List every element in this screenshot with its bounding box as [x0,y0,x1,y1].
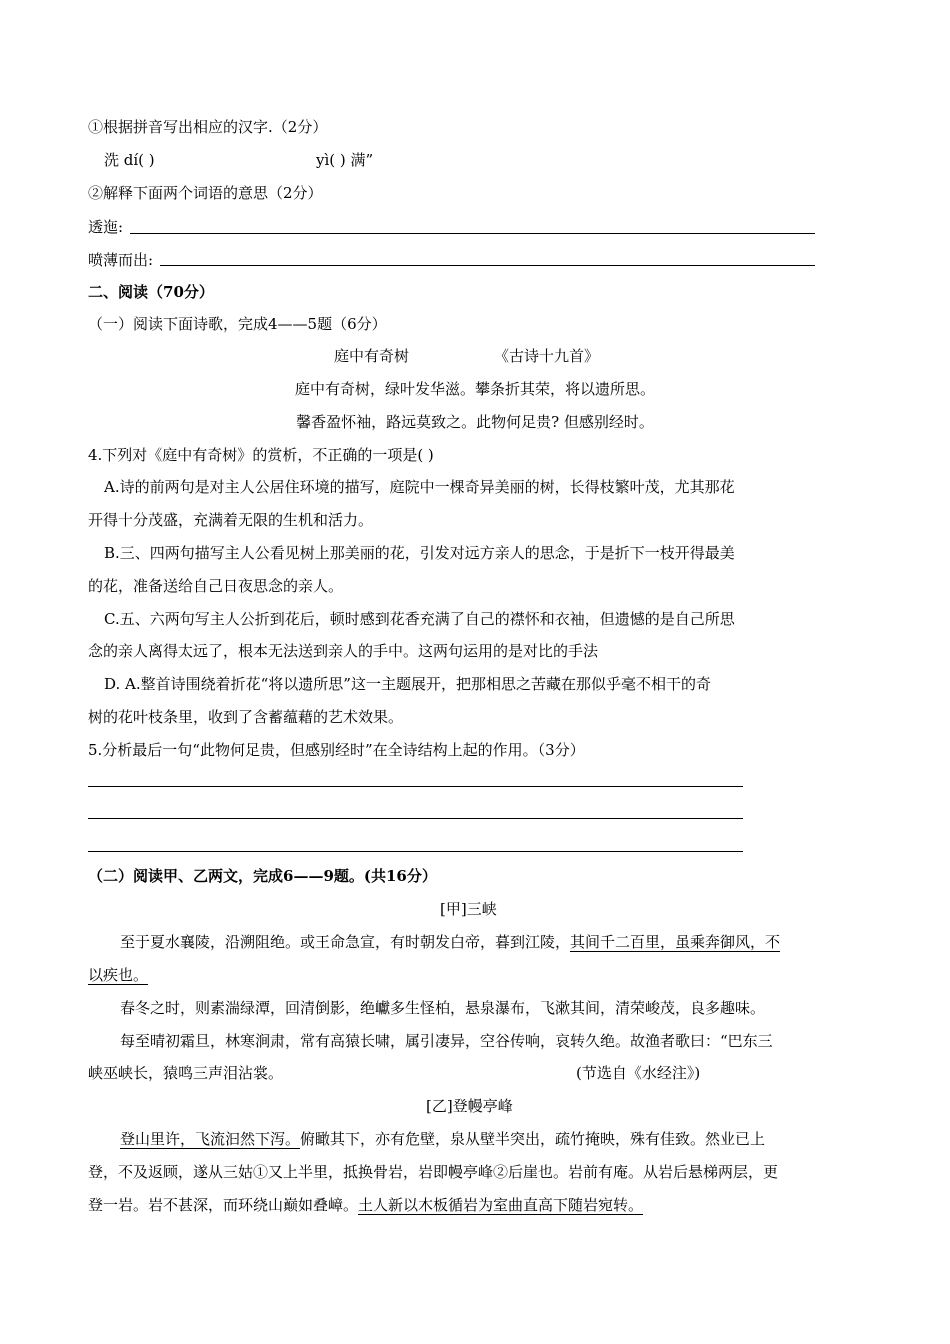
answer-line [160,265,815,266]
answer-line [130,233,815,234]
answer-line [88,851,743,852]
passage-paragraph [120,932,780,952]
underlined-text: 土人新以木板循岩为室曲直高下随岩宛转。 [358,1196,644,1214]
passage-paragraph: 春冬之时，则素湍绿潭，回清倒影，绝巘多生怪柏，悬泉瀑布，飞漱其间，清荣峻茂，良多趣味。 [120,999,766,1017]
passage-title: [甲]三峡 [440,900,497,918]
q4-option-c-cont: 念的亲人离得太远了，根本无法送到亲人的手中。这两句运用的是对比的手法 [88,642,599,660]
passage-paragraph-cont: 峡巫峡长，猿鸣三声泪沾裳。 [88,1064,284,1082]
q1-pinyin-1: 洗 dí( ) [104,151,155,169]
underlined-text: 其间千二百里，虽乘奔御风，不 [570,933,781,951]
q1-pinyin-2: yì( ) 满” [316,151,374,169]
passage-paragraph: 每至晴初霜旦，林寒涧肃，常有高猿长啸，属引凄异，空谷传响，哀转久绝。故渔者歌曰：“巴东三 [120,1032,773,1050]
poem-line: 馨香盈怀袖，路远莫致之。此物何足贵? 但感别经时。 [296,413,654,431]
poem-title: 庭中有奇树 [334,347,410,365]
q4-option-b-cont: 的花，准备送给自己日夜思念的亲人。 [88,577,344,595]
section-heading: 二、阅读（70分） [88,283,214,301]
underlined-text: 登山里许，飞流汩然下泻。 [120,1130,301,1148]
answer-line [88,786,743,787]
q2-term-2: 喷薄而出: [88,251,154,269]
answer-line [88,818,743,819]
q4-option-b: B.三、四两句描写主人公看见树上那美丽的花，引发对远方亲人的思念，于是折下一枝开得最美 [104,544,735,562]
q4-option-c: C.五、六两句写主人公折到花后，顿时感到花香充满了自己的襟怀和衣袖，但遗憾的是自己所思 [104,610,735,628]
passage-paragraph-cont [88,1195,643,1215]
part-intro: （一）阅读下面诗歌，完成4——5题（6分） [88,315,387,333]
q1-instruction: ①根据拼音写出相应的汉字.（2分） [88,118,328,136]
poem-source: 《古诗十九首》 [494,347,600,365]
passage-text: 至于夏水襄陵，沿溯阻绝。或王命急宣，有时朝发白帝，暮到江陵， [120,933,571,951]
q2-term-1: 透迤: [88,218,124,236]
passage-source: (节选自《水经注》) [576,1064,701,1082]
q4-option-a-cont: 开得十分茂盛，充满着无限的生机和活力。 [88,511,374,529]
passage-text: 登一岩。岩不甚深，而环绕山巅如叠嶂。 [88,1196,359,1214]
passage-text: 俯瞰其下，亦有危壁，泉从壁半突出，疏竹掩映，殊有佳致。然业已上 [300,1130,766,1148]
q4-stem: 4.下列对《庭中有奇树》的赏析，不正确的一项是( ) [88,446,434,464]
passage-paragraph [120,1129,765,1149]
underlined-text: 以疾也。 [88,966,149,984]
part-intro: （二）阅读甲、乙两文，完成6——9题。(共16分） [88,867,437,885]
q2-instruction: ②解释下面两个词语的意思（2分） [88,184,323,202]
q4-option-d-cont: 树的花叶枝条里，收到了含蓄蕴藉的艺术效果。 [88,708,404,726]
passage-title: [乙]登幔亭峰 [426,1097,513,1115]
q4-option-d: D. A.整首诗围绕着折花“将以遗所思”这一主题展开，把那相思之苦藏在那似乎毫不相干的奇 [104,675,711,693]
passage-paragraph-cont: 登，不及返顾，遂从三姑①又上半里，抵换骨岩，岩即幔亭峰②后崖也。岩前有庵。从岩后悬梯两层，更 [88,1163,779,1181]
poem-line: 庭中有奇树，绿叶发华滋。攀条折其荣，将以遗所思。 [294,380,655,398]
q4-option-a: A.诗的前两句是对主人公居住环境的描写，庭院中一棵奇异美丽的树，长得枝繁叶茂，尤其那花 [104,478,735,496]
q5-stem: 5.分析最后一句“此物何足贵，但感别经时”在全诗结构上起的作用。（3分） [88,741,585,759]
